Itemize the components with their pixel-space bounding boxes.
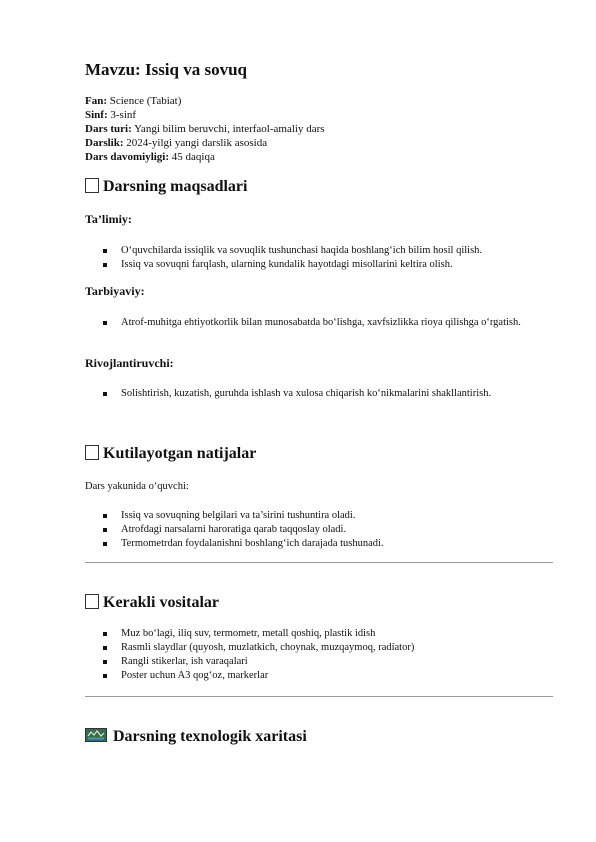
upbringing-list	[85, 316, 535, 330]
upbringing-heading: Tarbiyaviy:	[85, 284, 145, 298]
goals-heading	[85, 178, 247, 196]
tools-heading-text: Kerakli vositalar	[103, 594, 219, 611]
meta-value: Yangi bilim beruvchi, interfaol-amaliy dars	[134, 123, 325, 135]
meta-value: Science (Tabiat)	[109, 95, 182, 107]
list-item: Muz bo‘lagi, iliq suv, termometr, metall qoshiq, plastik idish	[85, 627, 553, 641]
tools-icon	[85, 594, 99, 609]
tools-list	[85, 627, 553, 683]
lesson-meta	[85, 94, 325, 164]
section-divider	[85, 696, 553, 697]
list-item: Issiq va sovuqning belgilari va ta’sirini tushuntira oladi.	[85, 509, 553, 523]
results-heading	[85, 445, 256, 463]
meta-row-duration	[85, 150, 325, 164]
meta-value: 45 daqiqa	[171, 151, 215, 163]
list-item: Rasmli slaydlar (quyosh, muzlatkich, choynak, muzqaymoq, radiator)	[85, 641, 553, 655]
list-item: Atrofdagi narsalarni haroratiga qarab taqqoslay oladi.	[85, 523, 553, 537]
educational-list	[85, 244, 553, 272]
meta-value: 3-sinf	[110, 109, 137, 121]
target-icon	[85, 178, 99, 193]
developmental-heading: Rivojlantiruvchi:	[85, 356, 174, 370]
results-list	[85, 509, 553, 551]
list-item: Issiq va sovuqni farqlash, ularning kundalik hayotdagi misollarini keltira olish.	[85, 258, 553, 272]
page-title: Mavzu: Issiq va sovuq	[85, 60, 248, 79]
meta-label: Darslik:	[85, 137, 124, 149]
meta-label: Fan:	[85, 95, 107, 107]
section-divider	[85, 562, 553, 563]
meta-label: Dars turi:	[85, 123, 132, 135]
list-item: Termometrdan foydalanishni boshlang‘ich darajada tushunadi.	[85, 537, 553, 551]
meta-label: Sinf:	[85, 109, 108, 121]
map-heading	[85, 728, 307, 746]
meta-row-subject	[85, 94, 325, 108]
check-icon	[85, 445, 99, 460]
meta-label: Dars davomiyligi:	[85, 151, 170, 163]
results-intro: Dars yakunida o‘quvchi:	[85, 481, 189, 492]
meta-row-type	[85, 122, 325, 136]
list-item: Rangli stikerlar, ish varaqalari	[85, 655, 553, 669]
list-item: Poster uchun A3 qog‘oz, markerlar	[85, 669, 553, 683]
meta-row-textbook	[85, 136, 325, 150]
map-icon	[85, 728, 107, 742]
educational-heading: Ta’limiy:	[85, 212, 132, 226]
meta-value: 2024-yilgi yangi darslik asosida	[126, 137, 268, 149]
meta-row-grade	[85, 108, 325, 122]
goals-heading-text: Darsning maqsadlari	[103, 178, 248, 195]
list-item: O‘quvchilarda issiqlik va sovuqlik tushunchasi haqida boshlang‘ich bilim hosil qilish.	[85, 244, 553, 258]
list-item: Atrof-muhitga ehtiyotkorlik bilan munosabatda bo‘lishga, xavfsizlikka rioya qilishga o‘rgatish.	[85, 316, 535, 330]
map-heading-text: Darsning texnologik xaritasi	[113, 728, 307, 745]
list-item: Solishtirish, kuzatish, guruhda ishlash va xulosa chiqarish ko‘nikmalarini shakllantirish.	[85, 387, 553, 401]
results-heading-text: Kutilayotgan natijalar	[103, 445, 257, 462]
developmental-list	[85, 387, 553, 401]
tools-heading	[85, 594, 219, 612]
